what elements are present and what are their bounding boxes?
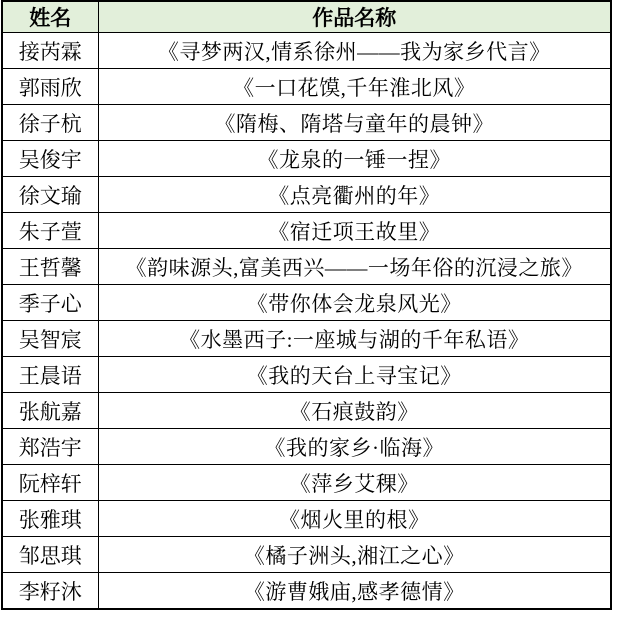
work-title-cell[interactable]: 《龙泉的一锤一捏》 (98, 141, 611, 177)
table-row (2, 285, 611, 321)
work-title-cell[interactable]: 《石痕鼓韵》 (98, 393, 611, 429)
table-row (2, 537, 611, 573)
author-name-cell[interactable]: 王哲馨 (2, 249, 98, 285)
work-title-cell[interactable]: 《烟火里的根》 (98, 501, 611, 537)
author-name-cell[interactable]: 李籽沐 (2, 573, 98, 610)
author-name-cell[interactable]: 邹思琪 (2, 537, 98, 573)
author-name-cell[interactable]: 吴俊宇 (2, 141, 98, 177)
table-row (2, 429, 611, 465)
works-table (1, 0, 612, 610)
table-row (2, 573, 611, 610)
author-name-cell[interactable]: 徐文瑜 (2, 177, 98, 213)
work-title-cell[interactable]: 《一口花馍,千年淮北风》 (98, 69, 611, 105)
table-row (2, 177, 611, 213)
author-name-cell[interactable]: 郑浩宇 (2, 429, 98, 465)
table-row (2, 321, 611, 357)
work-title-cell[interactable]: 《水墨西子:一座城与湖的千年私语》 (98, 321, 611, 357)
author-name-cell[interactable]: 季子心 (2, 285, 98, 321)
work-title-cell[interactable]: 《带你体会龙泉风光》 (98, 285, 611, 321)
work-title-cell[interactable]: 《隋梅、隋塔与童年的晨钟》 (98, 105, 611, 141)
author-name-cell[interactable]: 徐子杭 (2, 105, 98, 141)
author-name-cell[interactable]: 朱子萱 (2, 213, 98, 249)
table-row (2, 33, 611, 69)
author-name-cell[interactable]: 吴智宸 (2, 321, 98, 357)
table-row (2, 465, 611, 501)
work-title-cell[interactable]: 《宿迁项王故里》 (98, 213, 611, 249)
work-title-cell[interactable]: 《游曹娥庙,感孝德情》 (98, 573, 611, 610)
author-name-cell[interactable]: 阮梓轩 (2, 465, 98, 501)
header-cell-work: 作品名称 (98, 1, 611, 33)
author-name-cell[interactable]: 张航嘉 (2, 393, 98, 429)
work-title-cell[interactable]: 《萍乡艾稞》 (98, 465, 611, 501)
work-title-cell[interactable]: 《我的家乡·临海》 (98, 429, 611, 465)
table-row (2, 105, 611, 141)
table-row (2, 501, 611, 537)
table-row (2, 69, 611, 105)
work-title-cell[interactable]: 《我的天台上寻宝记》 (98, 357, 611, 393)
table-row (2, 141, 611, 177)
author-name-cell[interactable]: 郭雨欣 (2, 69, 98, 105)
table-row (2, 393, 611, 429)
work-title-cell[interactable]: 《寻梦两汉,情系徐州——我为家乡代言》 (98, 33, 611, 69)
table-row (2, 357, 611, 393)
header-cell-name: 姓名 (2, 1, 98, 33)
header-row (2, 1, 611, 33)
author-name-cell[interactable]: 王晨语 (2, 357, 98, 393)
work-title-cell[interactable]: 《橘子洲头,湘江之心》 (98, 537, 611, 573)
work-title-cell[interactable]: 《点亮衢州的年》 (98, 177, 611, 213)
table-row (2, 213, 611, 249)
author-name-cell[interactable]: 接芮霖 (2, 33, 98, 69)
work-title-cell[interactable]: 《韵味源头,富美西兴——一场年俗的沉浸之旅》 (98, 249, 611, 285)
author-name-cell[interactable]: 张雅琪 (2, 501, 98, 537)
table-row (2, 249, 611, 285)
